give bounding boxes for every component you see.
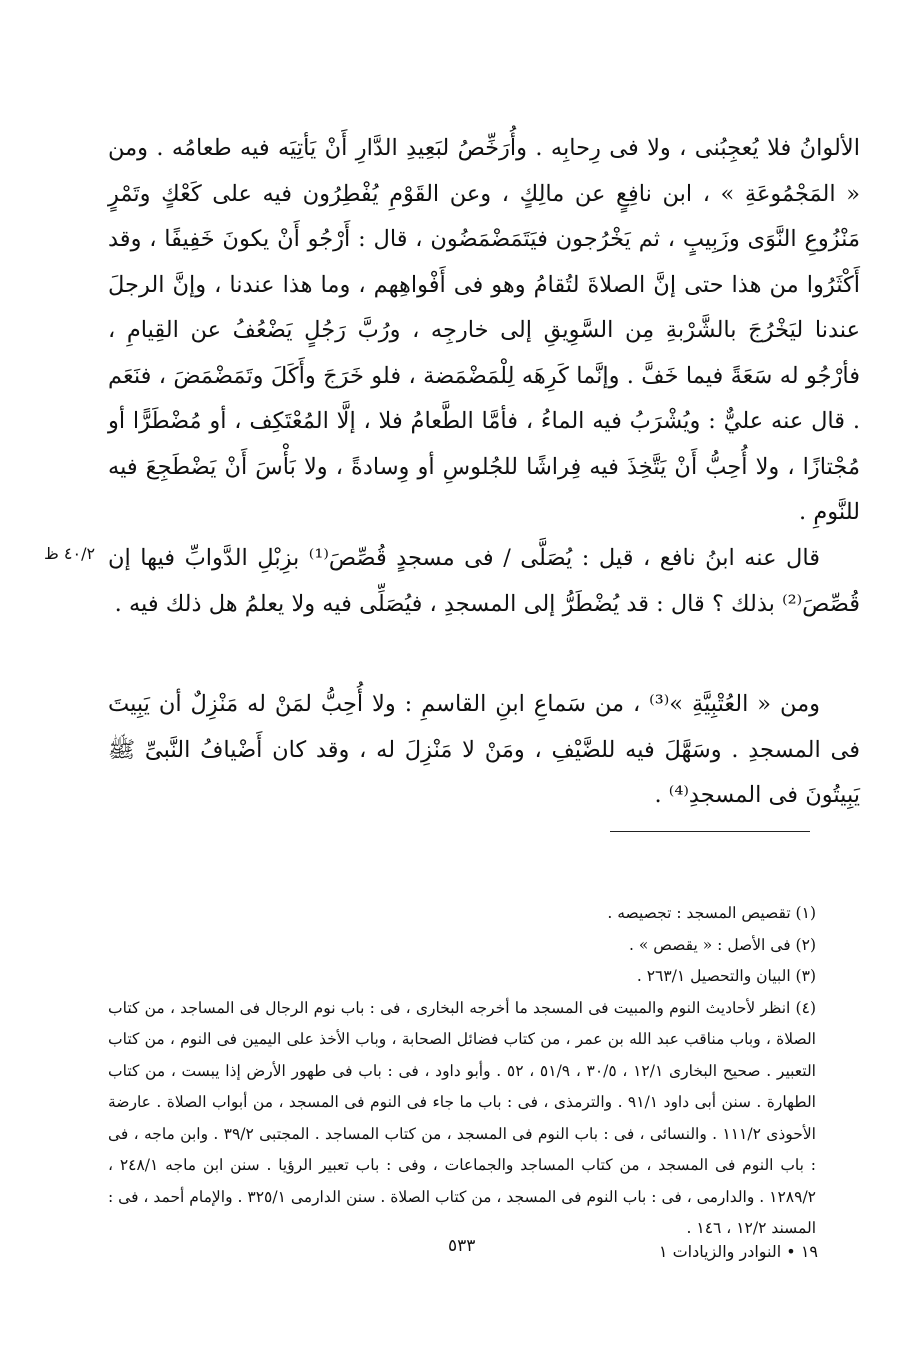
main-paragraph-2: قال عنه ابنُ نافع ، قيل : يُصَلَّى / فى مسجدٍ قُصِّصَ⁽¹⁾ بزِبْلِ الدَّوابِّ فيها إن قُصِّصَ⁽²⁾ بذلك ؟ قال : قد يُضْطَرُّ إلى المسجدِ ، فيُصَلِّى فيه ولا يعلمُ هل ذلك فيه . [108,545,860,617]
footnote-1: (١) تقصيص المسجد : تجصيصه . [607,904,816,922]
page-footer [108,1236,818,1268]
footnote-separator [610,831,810,832]
footnote-4: (٤) انظر لأحاديث النوم والمبيت فى المسجد ما أخرجه البخارى ، فى : باب نوم الرجال فى المساجد ، من كتاب الصلاة ، وباب مناقب عبد الله بن عمر ، من كتاب فضائل الصحابة ، وباب الأخذ على اليمين فى النوم ، من كتاب التعبير . صحيح البخارى ١٢/١ ، ٣٠/٥ ، ٥١/٩ ، ٥٢ . وأبو داود ، فى : باب فى طهور الأرض إذا يبست ، من كتاب الطهارة . سنن أبى داود ٩١/١ . والترمذى ، فى : باب ما جاء فى النوم فى المسجد ، من أبواب الصلاة . عارضة الأحوذى ١١١/٢ . والنسائى ، فى : باب النوم فى المسجد ، من كتاب المساجد . المجتبى ٣٩/٢ . وابن ماجه ، فى : باب النوم فى المسجد ، من كتاب المساجد والجماعات ، وفى : باب تعبير الرؤيا . سنن ابن ماجه ٢٤٨/١ ، ١٢٨٩/٢ . والدارمى ، فى : باب النوم فى المسجد ، من كتاب الصلاة . سنن الدارمى ٣٢٥/١ . والإمام أحمد ، فى : المسند ١٢/٢ ، ١٤٦ . [108,998,817,1237]
running-title: ١٩ • النوادر والزيادات ١ [658,1242,818,1261]
page-number: ٥٣٣ [448,1236,476,1256]
main-paragraph-3: ومن « العُتْبِيَّةِ »⁽³⁾ ، من سَماعِ ابنِ القاسمِ : ولا أُحِبُّ لمَنْ له مَنْزِلٌ أن يَبِيتَ فى المسجدِ . وسَهَّلَ فيه للضَّيْفِ ، ومَنْ لا مَنْزِلَ له ، وقد كان أَضْيافُ النَّبىِّ ﷺ يَبِيتُونَ فى المسجدِ⁽⁴⁾ . [108,691,860,808]
footnote-3: (٣) البيان والتحصيل ٢٦٣/١ . [636,967,816,985]
manuscript-folio-marker: ٤٠/٢ ظ [44,544,96,563]
footnote-2: (٢) فى الأصل : « يقصص » . [628,935,816,954]
main-paragraph-1: الألوانُ فلا يُعجِبُنى ، ولا فى رِحابِه . وأُرَخِّصُ لبَعِيدِ الدَّارِ أَنْ يَأتِيَه فيه طعامُه . ومن « المَجْمُوعَةِ » ، ابن نافِعٍ عن مالِكٍ ، وعن القَوْمِ يُفْطِرُون فيه على كَعْكٍ وتَمْرٍ مَنْزُوعِ النَّوَى وزَبِيبٍ ، ثم يَخْرُجون فيَتَمَضْمَضُون ، قال : أَرْجُو أَنْ يكونَ خَفِيفًا ، وقد أَكْثَرُوا من هذا حتى إنَّ الصلاةَ لتُقامُ وهو فى أَفْواهِهم ، وما هذا عندنا ، وإنَّ الرجلَ عندنا ليَخْرُجَ بالشَّرْبةِ مِن السَّوِيقِ إلى خارجِه ، ورُبَّ رَجُلٍ يَضْعُفُ عن القِيامِ ، فأرْجُو له سَعَةً فيما خَفَّ . وإنَّما كَرِهَه لِلْمَضْمَضة ، فلو خَرَجَ وأَكَلَ وتَمَضْمَضَ ، فنَعَم . قال عنه عليٌّ : ويُشْرَبُ فيه الماءُ ، فأمَّا الطَّعامُ فلا ، إلَّا المُعْتَكِف ، أو مُضْطَرًّا أو مُجْتازًا ، ولا أُحِبُّ أَنْ يَتَّخِذَ فيه فِراشًا للجُلوسِ أو وِسادةً ، ولا بَأْسَ أَنْ يَضْطَجِعَ فيه للنَّومِ . [108,135,860,525]
footnotes [108,898,816,1245]
